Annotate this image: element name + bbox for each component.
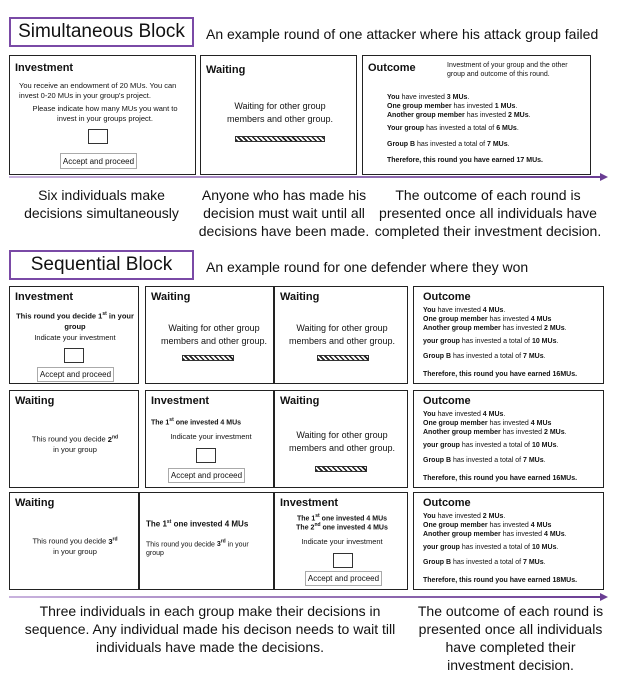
decide-order-text: This round you decide 3rd in your group <box>32 536 118 556</box>
waiting-text: Waiting for other group members and other group. <box>226 101 334 124</box>
outcome-line-you: You have invested 2 MUs. <box>423 513 506 520</box>
seq-r3-investment-panel <box>274 492 408 590</box>
decide-order-text: This round you decide 1st in your group <box>16 311 134 331</box>
outcome-line-you: You have invested 4 MUs. <box>423 307 506 314</box>
accept-proceed-button[interactable]: Accept and proceed <box>305 571 382 586</box>
seq-r2-outcome-panel <box>413 390 604 488</box>
accept-proceed-button[interactable]: Accept and proceed <box>60 153 137 169</box>
panel-title: Investment <box>15 291 74 303</box>
seq-r1-investment-panel <box>9 286 139 384</box>
sim-outcome-panel <box>362 55 591 175</box>
progress-bar <box>182 355 234 361</box>
investment-input[interactable] <box>88 129 108 144</box>
seq-r1-waiting-panel-b <box>274 286 408 384</box>
waiting-text: Waiting for other group members and other group. <box>288 323 396 346</box>
sim-desc-middle: Anyone who has made his decision must wait until all decisions have been made. <box>198 187 370 239</box>
seq-r2-waiting-panel-b <box>274 390 408 488</box>
outcome-line-group: Your group has invested a total of 6 MUs. <box>387 125 519 132</box>
waiting-text: Waiting for other group members and other group. <box>160 323 268 346</box>
outcome-line-member1: One group member has invested 4 MUs <box>423 316 552 323</box>
timeline-arrowhead <box>600 173 608 181</box>
indicate-text: Indicate your investment <box>34 333 116 342</box>
decide-order-text: This round you decide 3rd in your group <box>146 539 249 558</box>
outcome-earned: Therefore, this round you have earned 17 MUs. <box>387 157 543 164</box>
seq-desc-left: Three individuals in each group make their decisions in sequence. Any individual made his decison needs to wait till individuals have made the decisions. <box>24 603 396 655</box>
panel-title: Outcome <box>423 291 471 303</box>
outcome-line-member2: Another group member has invested 2 MUs. <box>387 112 531 119</box>
investment-input[interactable] <box>196 448 216 463</box>
first-invested-text: The 1st one invested 4 MUs <box>146 519 249 529</box>
seq-r3-info-panel <box>139 492 274 590</box>
progress-bar <box>315 466 367 472</box>
outcome-line-group: your group has invested a total of 10 MUs. <box>423 442 559 449</box>
outcome-line-member1: One group member has invested 4 MUs <box>423 522 552 529</box>
simultaneous-caption: An example round of one attacker where his attack group failed <box>206 26 599 42</box>
outcome-line-member2: Another group member has invested 4 MUs. <box>423 531 567 538</box>
seq-r2-waiting-panel <box>9 390 139 488</box>
panel-title: Waiting <box>15 395 55 407</box>
instruction-text: Please indicate how many MUs you want to invest in your groups project. <box>32 104 178 123</box>
progress-bar <box>317 355 369 361</box>
outcome-line-groupb: Group B has invested a total of 7 MUs. <box>423 353 546 360</box>
timeline-arrow-sequential <box>9 596 600 598</box>
progress-bar <box>235 136 325 142</box>
outcome-line-groupb: Group B has invested a total of 7 MUs. <box>387 141 510 148</box>
sim-investment-panel <box>9 55 196 175</box>
decide-order-text: This round you decide 2nd in your group <box>31 434 119 454</box>
panel-title: Waiting <box>280 395 320 407</box>
accept-proceed-button[interactable]: Accept and proceed <box>37 367 114 382</box>
outcome-line-member1: One group member has invested 4 MUs <box>423 420 552 427</box>
outcome-line-member1: One group member has invested 1 MUs. <box>387 103 518 110</box>
first-invested-text: The 1st one invested 4 MUs <box>151 417 242 427</box>
sequential-block-label-text: Sequential Block <box>30 254 173 275</box>
simultaneous-block-label <box>9 17 194 47</box>
seq-r2-investment-panel <box>145 390 274 488</box>
seq-desc-right: The outcome of each round is presented once all individuals have completed their investment decision. <box>417 603 604 673</box>
indicate-text: Indicate your investment <box>301 537 383 546</box>
simultaneous-block-label-text: Simultaneous Block <box>18 21 185 42</box>
investment-input[interactable] <box>64 348 84 363</box>
sequential-block-label <box>9 250 194 280</box>
panel-title: Waiting <box>151 291 191 303</box>
outcome-line-member2: Another group member has invested 2 MUs. <box>423 429 567 436</box>
outcome-note: Investment of your group and the other group and outcome of this round. <box>447 62 568 78</box>
panel-title: Investment <box>280 497 339 509</box>
panel-title: Outcome <box>423 395 471 407</box>
first-invested-text: The 1st one invested 4 MUs <box>296 513 388 523</box>
panel-title: Outcome <box>423 497 471 509</box>
panel-title: Waiting <box>206 64 246 76</box>
outcome-line-group: your group has invested a total of 10 MUs. <box>423 544 559 551</box>
waiting-text: Waiting for other group members and other group. <box>288 430 396 453</box>
panel-title: Outcome <box>368 62 416 74</box>
sim-waiting-panel <box>200 55 357 175</box>
accept-proceed-button[interactable]: Accept and proceed <box>168 468 245 483</box>
second-invested-text: The 2nd one invested 4 MUs <box>296 522 388 532</box>
sim-desc-right: The outcome of each round is presented once all individuals have completed their investment decision. <box>374 187 602 239</box>
outcome-line-group: your group has invested a total of 10 MUs. <box>423 338 559 345</box>
outcome-line-member2: Another group member has invested 2 MUs. <box>423 325 567 332</box>
endowment-text: You receive an endowment of 20 MUs. You can invest 0-20 MUs in your group's project. <box>19 81 177 100</box>
indicate-text: Indicate your investment <box>170 432 252 441</box>
timeline-arrowhead-sequential <box>600 593 608 601</box>
outcome-line-groupb: Group B has invested a total of 7 MUs. <box>423 559 546 566</box>
seq-r1-waiting-panel-a <box>145 286 274 384</box>
outcome-earned: Therefore, this round you have earned 16MUs. <box>423 475 578 482</box>
seq-r1-outcome-panel <box>413 286 604 384</box>
investment-input[interactable] <box>333 553 353 568</box>
outcome-earned: Therefore, this round you have earned 18MUs. <box>423 577 578 584</box>
seq-r3-outcome-panel <box>413 492 604 590</box>
sim-desc-left: Six individuals make decisions simultaneously <box>24 187 179 221</box>
sequential-caption: An example round for one defender where they won <box>206 259 529 275</box>
panel-title: Investment <box>151 395 210 407</box>
outcome-line-you: You have invested 4 MUs. <box>423 411 506 418</box>
timeline-arrow <box>9 176 600 178</box>
outcome-line-you: You have invested 3 MUs. <box>387 94 470 101</box>
outcome-earned: Therefore, this round you have earned 16MUs. <box>423 371 578 378</box>
seq-r3-waiting-panel <box>9 492 139 590</box>
outcome-line-groupb: Group B has invested a total of 7 MUs. <box>423 457 546 464</box>
panel-title: Waiting <box>280 291 320 303</box>
panel-title: Waiting <box>15 497 55 509</box>
panel-title: Investment <box>15 62 74 74</box>
